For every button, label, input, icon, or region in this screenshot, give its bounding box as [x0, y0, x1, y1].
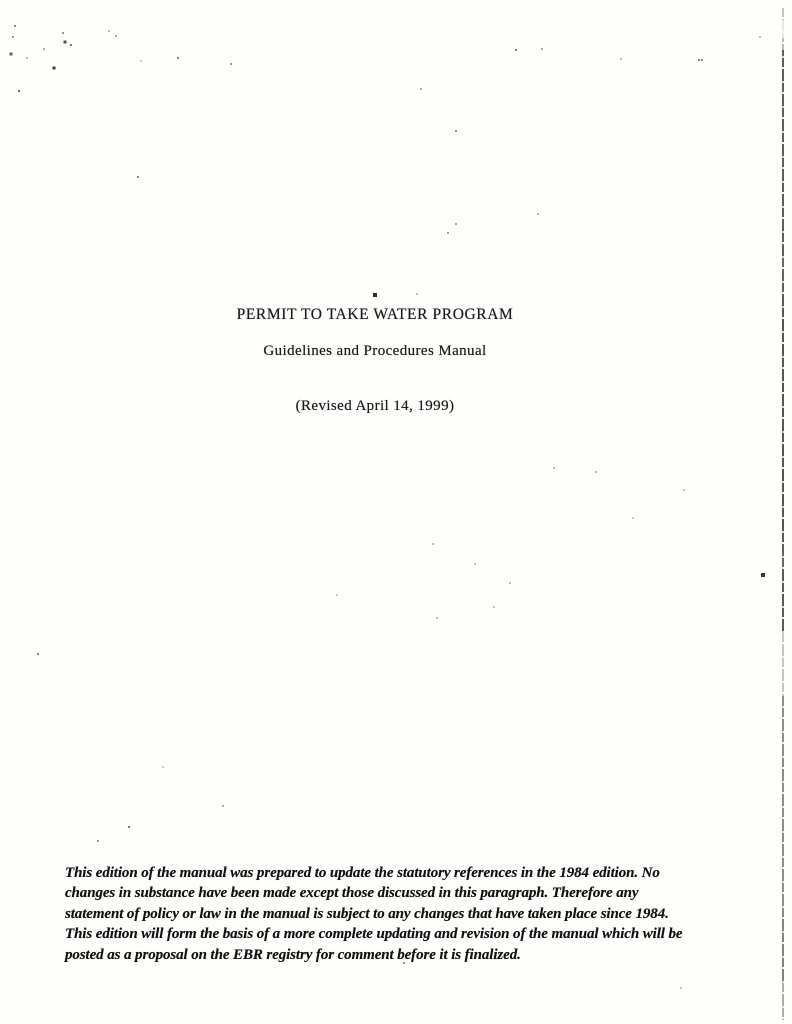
document-subtitle: Guidelines and Procedures Manual	[263, 343, 487, 359]
revision-date: (Revised April 14, 1999)	[295, 398, 455, 414]
edition-note-line: This edition of the manual was prepared to update the statutory references in the 1984 edition. No	[65, 865, 660, 881]
edition-note-line: statement of policy or law in the manual is subject to any changes that have taken place since 1984.	[65, 905, 669, 922]
edition-note-line: This edition will form the basis of a more complete updating and revision of the manual which will be	[65, 926, 683, 943]
edition-note-line: changes in substance have been made except those discussed in this paragraph. Therefore any	[65, 885, 639, 902]
scan-noise-speckles	[0, 0, 2, 2]
edition-note-paragraph	[65, 863, 765, 965]
scan-edge-line	[782, 8, 784, 1020]
edition-note-line: posted as a proposal on the EBR registry for comment before it is finalized.	[65, 946, 521, 963]
document-title: PERMIT TO TAKE WATER PROGRAM	[236, 306, 514, 323]
